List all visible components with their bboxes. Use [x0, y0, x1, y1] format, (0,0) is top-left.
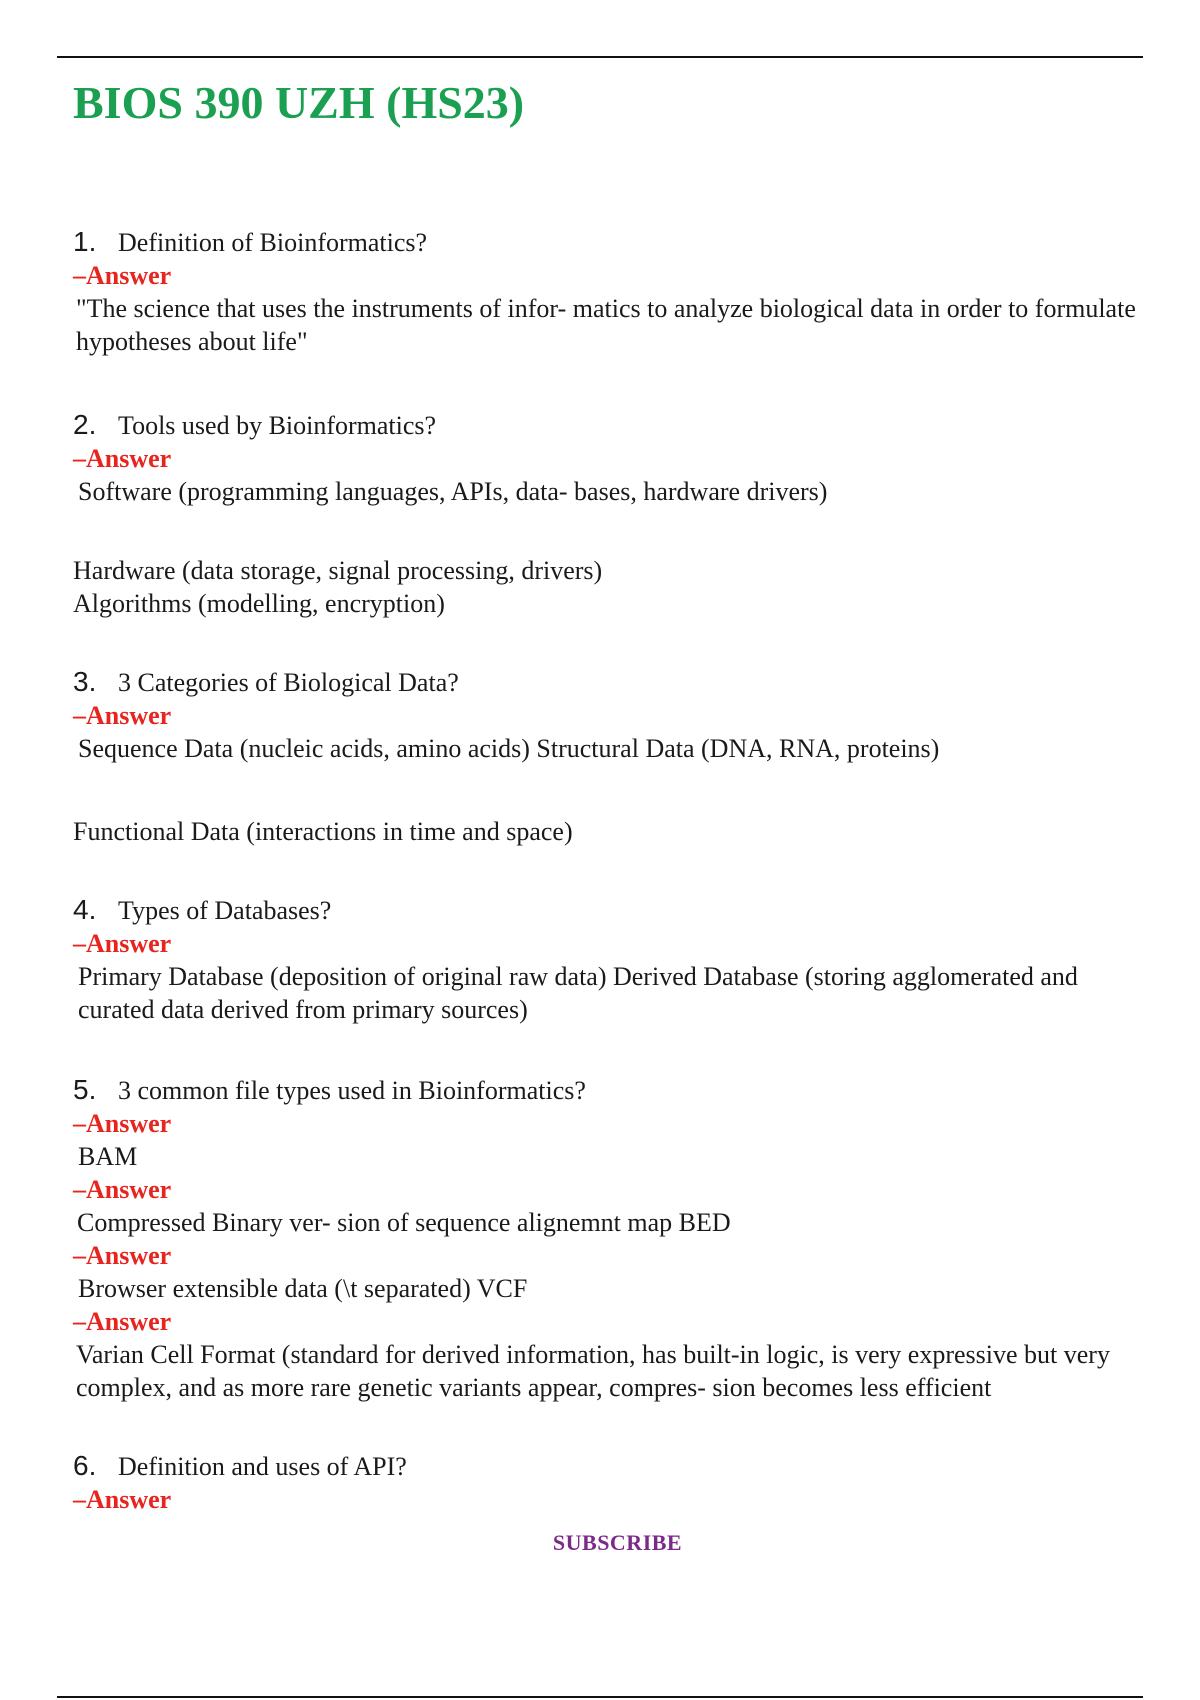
answer-label: –Answer [73, 1307, 172, 1336]
answer-text: Browser extensible data (\t separated) VCF [78, 1274, 528, 1303]
question [73, 226, 1143, 259]
answer-label: –Answer [73, 929, 172, 958]
question-number: 6. [73, 1450, 97, 1481]
answer-label: –Answer [73, 261, 172, 290]
question-number: 5. [73, 1074, 97, 1105]
answer-text: Compressed Binary ver- sion of sequence alignemnt map BED [77, 1208, 731, 1237]
answer-extra-line: Hardware (data storage, signal processing, drivers) [73, 556, 603, 585]
qa-item-4 [73, 894, 1143, 1026]
answer-label: –Answer [73, 1485, 172, 1514]
answer-text: "The science that uses the instruments of infor- matics to analyze biological data in order to formulate hypotheses about life" [76, 294, 1136, 356]
answer-extra-line: Functional Data (interactions in time and space) [73, 817, 573, 846]
question [73, 1074, 1143, 1107]
document-page [73, 70, 1143, 1567]
answer-label: –Answer [73, 444, 172, 473]
question [73, 1450, 1143, 1483]
question-number: 3. [73, 666, 97, 697]
answer-label: –Answer [73, 701, 172, 730]
question-text: 3 Categories of Biological Data? [118, 668, 459, 697]
question [73, 894, 1143, 927]
question [73, 409, 1143, 442]
subscribe-link[interactable]: SUBSCRIBE [552, 1530, 683, 1555]
answer-label: –Answer [73, 1175, 172, 1204]
top-rule [57, 56, 1143, 58]
document-title: BIOS 390 UZH (HS23) [73, 77, 525, 128]
question-number: 2. [73, 409, 97, 440]
question [73, 666, 1143, 699]
question-text: Definition of Bioinformatics? [118, 228, 428, 257]
question-text: 3 common file types used in Bioinformatics? [118, 1076, 586, 1105]
answer-text: Varian Cell Format (standard for derived information, has built-in logic, is very expressive but very complex, and as more rare genetic variants appear, compres- sion becomes less efficient [76, 1340, 1110, 1402]
answer-text: BAM [78, 1142, 138, 1171]
answer-label: –Answer [73, 1241, 172, 1270]
qa-item-1 [73, 226, 1143, 358]
question-number: 4. [73, 894, 97, 925]
answer-text: Primary Database (deposition of original raw data) Derived Database (storing agglomerated and curated data derived from primary sources) [78, 962, 1078, 1024]
question-text: Definition and uses of API? [118, 1452, 407, 1481]
qa-item-3 [73, 666, 1143, 848]
qa-item-2 [73, 409, 1143, 620]
answer-extra-line: Algorithms (modelling, encryption) [73, 589, 445, 618]
bottom-rule [57, 1696, 1143, 1698]
answer-text: Sequence Data (nucleic acids, amino acids) Structural Data (DNA, RNA, proteins) [78, 734, 940, 763]
qa-item-5 [73, 1074, 1143, 1404]
qa-item-6 [73, 1450, 1143, 1516]
question-number: 1. [73, 226, 97, 257]
answer-label: –Answer [73, 1109, 172, 1138]
question-text: Types of Databases? [118, 896, 332, 925]
qa-list [73, 226, 1143, 1516]
question-text: Tools used by Bioinformatics? [118, 411, 437, 440]
answer-text: Software (programming languages, APIs, data- bases, hardware drivers) [78, 477, 828, 506]
